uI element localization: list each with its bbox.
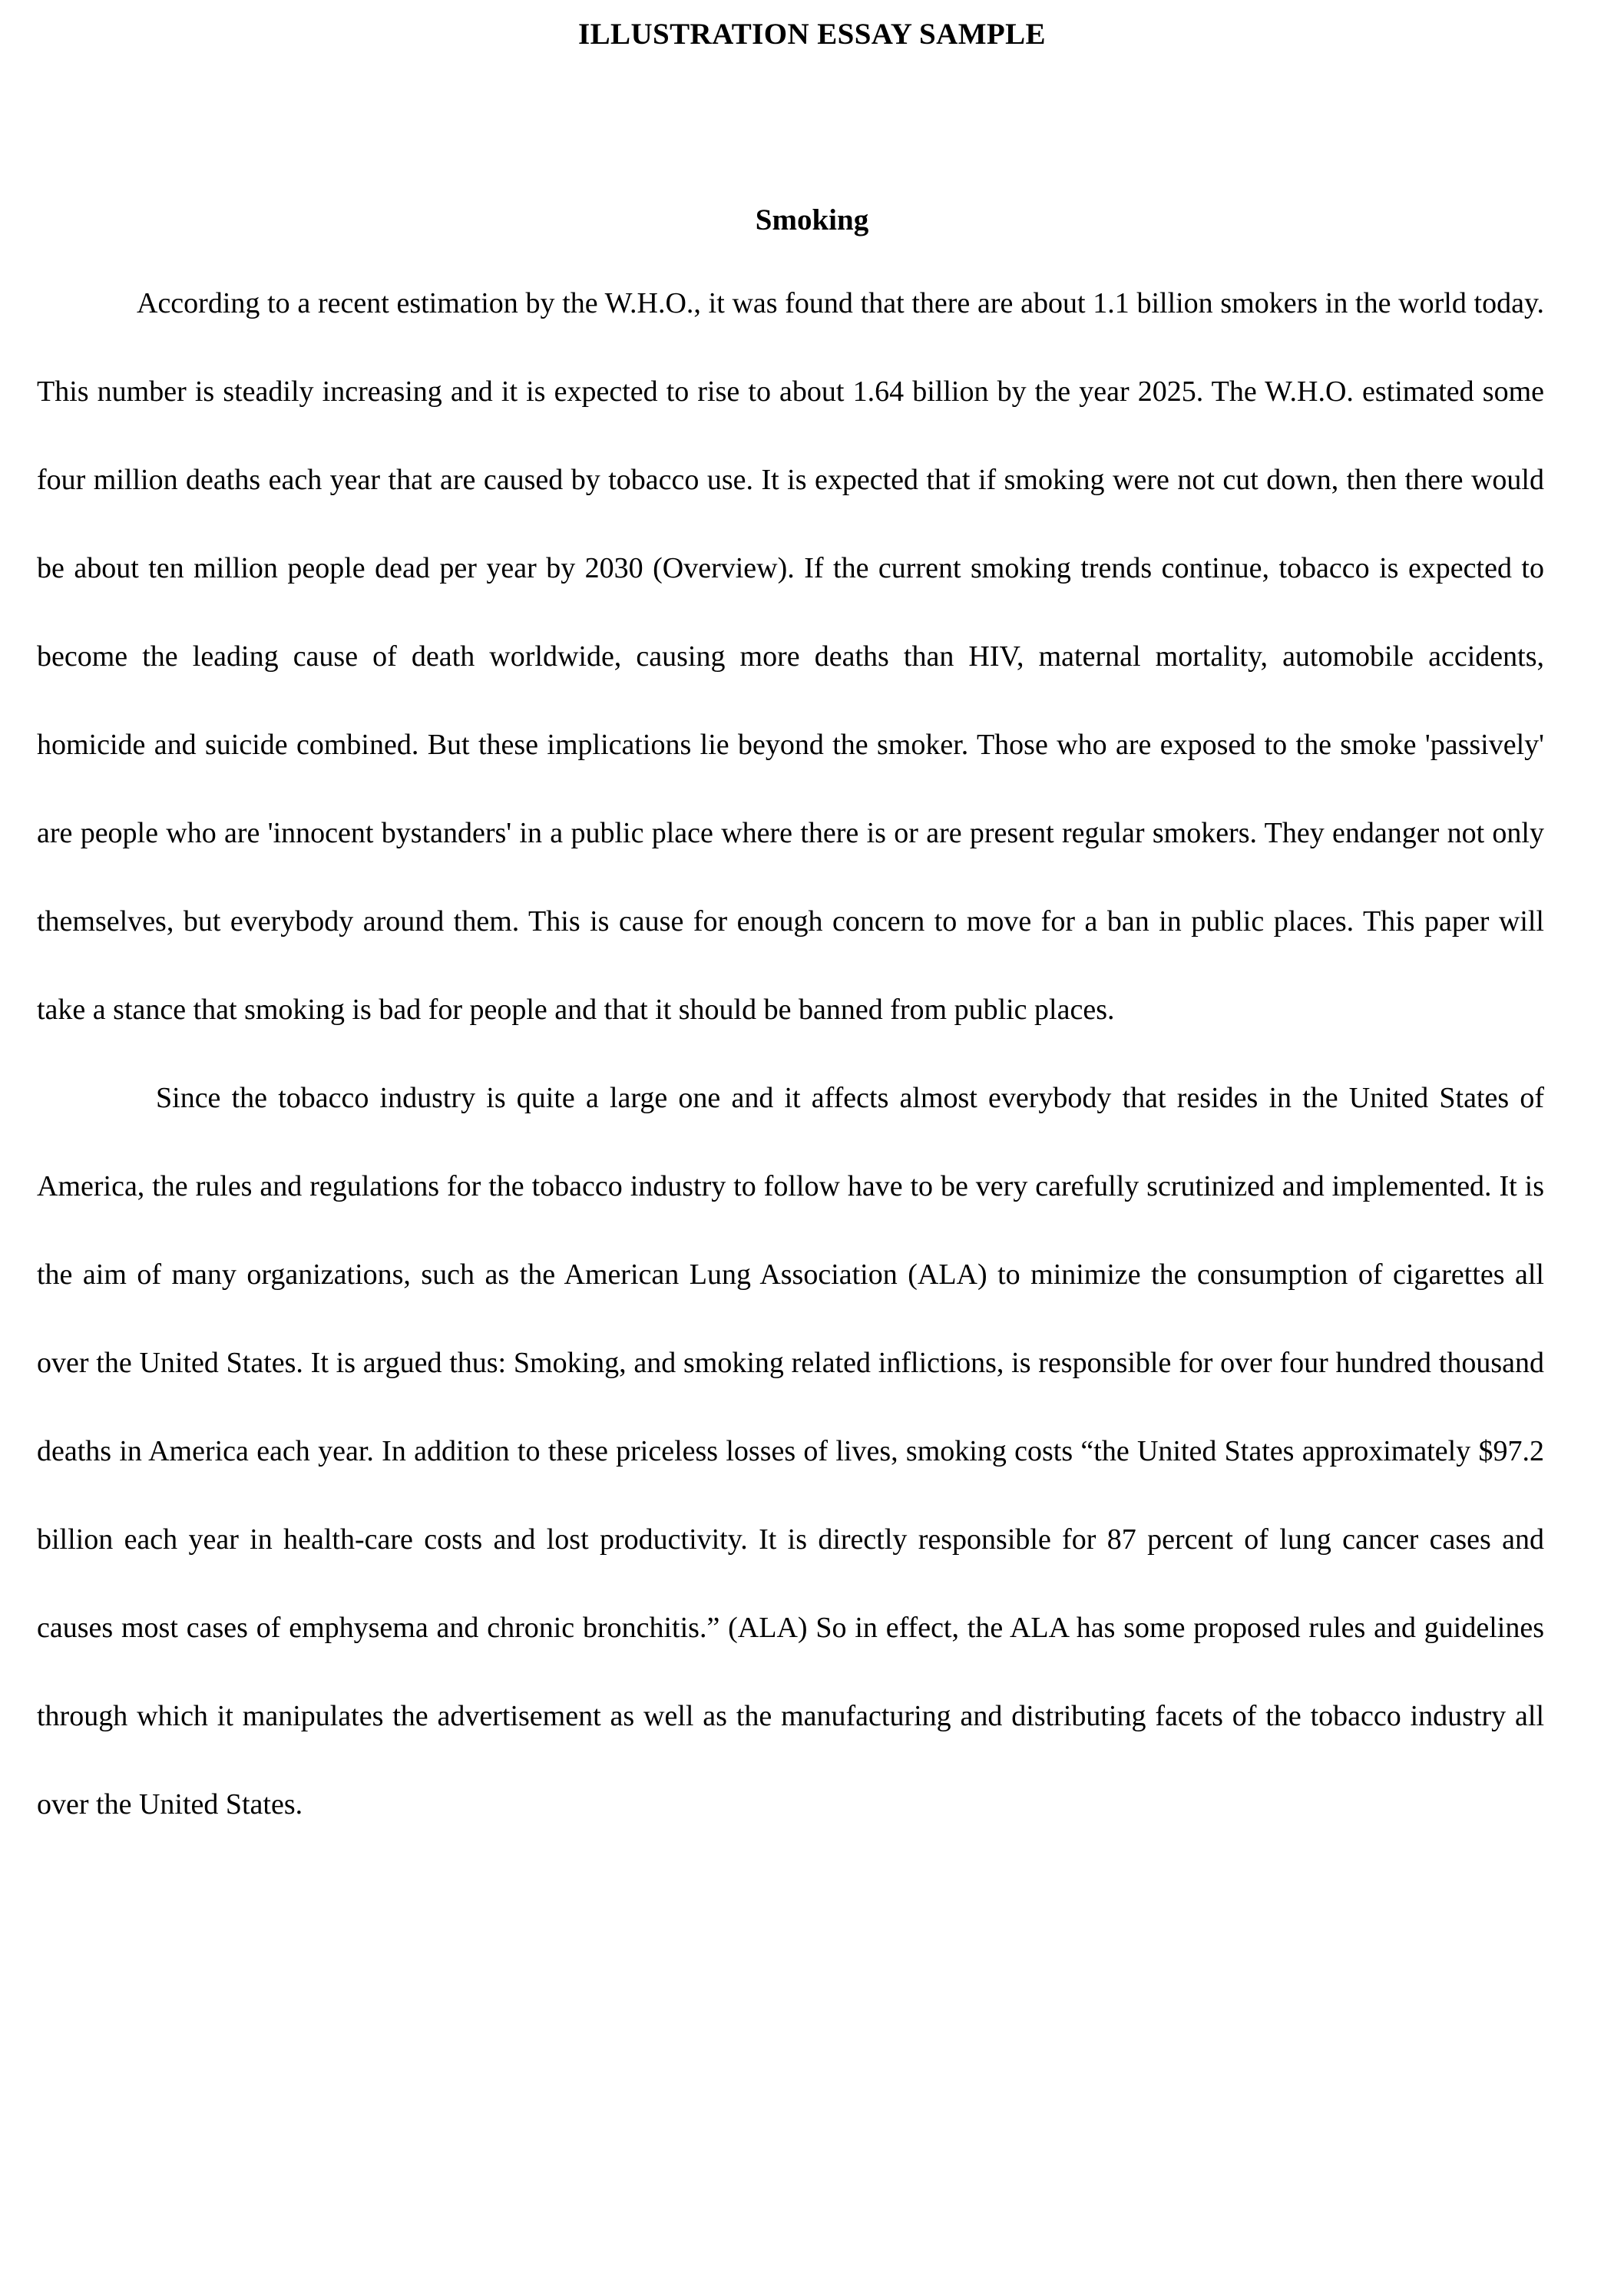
section-heading: Smoking — [755, 203, 869, 236]
document-body — [37, 260, 1544, 1849]
body-paragraph-2: Since the tobacco industry is quite a large one and it affects almost everybody that resides in the United States of America, the rules and regulations for the tobacco industry to follow have to be very carefully scrutinized and implemented. It is the aim of many organizations, such as the American Lung Association (ALA) to minimize the consumption of cigarettes all over the United States. It is argued thus: Smoking, and smoking related inflictions, is responsible for over four hundred thousand deaths in America each year. In addition to these priceless losses of lives, smoking costs “the United States approximately $97.2 billion each year in health-care costs and lost productivity. It is directly responsible for 87 percent of lung cancer cases and causes most cases of emphysema and chronic bronchitis.” (ALA) So in effect, the ALA has some proposed rules and guidelines through which it manipulates the advertisement as well as the manufacturing and distributing facets of the tobacco industry all over the United States. — [37, 1082, 1544, 1821]
page-title: ILLUSTRATION ESSAY SAMPLE — [578, 18, 1046, 51]
body-paragraph-1: According to a recent estimation by the W.H.O., it was found that there are about 1.1 billion smokers in the world today. This number is steadily increasing and it is expected to rise to about 1.64 billion by the year 2025. The W.H.O. estimated some four million deaths each year that are caused by tobacco use. It is expected that if smoking were not cut down, then there would be about ten million people dead per year by 2030 (Overview). If the current smoking trends continue, tobacco is expected to become the leading cause of death worldwide, causing more deaths than HIV, maternal mortality, automobile accidents, homicide and suicide combined. But these implications lie beyond the smoker. Those who are exposed to the smoke 'passively' are people who are 'innocent bystanders' in a public place where there is or are present regular smokers. They endanger not only themselves, but everybody around them. This is cause for enough concern to move for a ban in public places. This paper will take a stance that smoking is bad for people and that it should be banned from public places. — [37, 287, 1544, 1026]
